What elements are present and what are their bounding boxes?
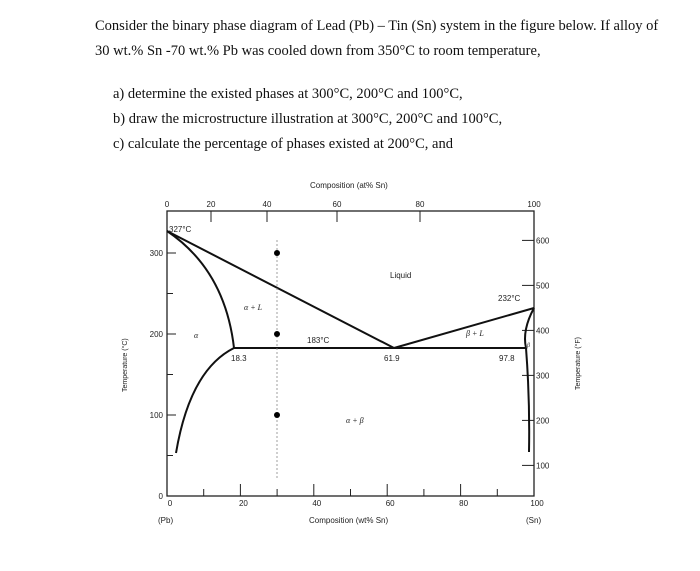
right-tick-label: 500 xyxy=(536,281,550,291)
bottom-tick-label: 100 xyxy=(530,499,544,508)
right-tick-label: 600 xyxy=(536,236,550,246)
sn-melt-label: 232°C xyxy=(498,294,521,303)
left-axis-title: Temperature (°C) xyxy=(122,338,129,392)
top-tick-label: 40 xyxy=(262,200,272,209)
liquid-label: Liquid xyxy=(390,271,412,280)
left-tick-label: 300 xyxy=(149,249,163,258)
bottom-axis-title: Composition (wt% Sn) xyxy=(309,516,389,525)
beta-solvus xyxy=(526,348,529,452)
alpha-solvus xyxy=(176,348,234,453)
point-100c xyxy=(274,412,280,418)
right-tick-label: 100 xyxy=(536,461,550,471)
beta-l-label: β + L xyxy=(466,329,484,338)
alpha-l-label: α + L xyxy=(244,303,263,312)
sn-label: (Sn) xyxy=(526,516,542,525)
point-300c xyxy=(274,250,280,256)
beta-max-label: 97.8 xyxy=(499,354,515,363)
liquidus-left xyxy=(167,231,394,348)
top-tick-label: 0 xyxy=(164,200,170,209)
bottom-tick-label: 20 xyxy=(238,499,248,508)
pb-melt-label: 327°C xyxy=(169,225,192,234)
liquidus-right xyxy=(394,308,534,348)
left-tick-label: 0 xyxy=(158,492,163,501)
alpha-beta-label: α + β xyxy=(346,416,364,425)
top-tick-label: 60 xyxy=(332,200,342,209)
alpha-max-label: 18.3 xyxy=(231,354,247,363)
top-tick-label: 80 xyxy=(415,200,425,209)
bottom-tick-label: 0 xyxy=(167,499,173,508)
bottom-tick-label: 60 xyxy=(385,499,395,508)
beta-solidus xyxy=(525,308,534,348)
pb-label: (Pb) xyxy=(158,516,174,525)
question-item-a: a) determine the existed phases at 300°C, 200°C and 100°C, xyxy=(113,86,463,102)
top-axis-title: Composition (at% Sn) xyxy=(310,181,388,190)
point-200c xyxy=(274,331,280,337)
question-item-c: c) calculate the percentage of phases existed at 200°C, and xyxy=(113,136,453,152)
question-intro: Consider the binary phase diagram of Lead (Pb) – Tin (Sn) system in the figure below. If alloy of 30 wt.% Sn -70 wt.% Pb was cooled down from 350°C to room temperature, xyxy=(95,18,659,59)
bottom-tick-label: 40 xyxy=(312,499,322,508)
eutectic-temp-label: 183°C xyxy=(307,336,330,345)
plot-frame xyxy=(167,211,534,496)
top-tick-label: 100 xyxy=(527,200,541,209)
eutectic-comp-label: 61.9 xyxy=(384,354,400,363)
right-tick-label: 200 xyxy=(536,416,550,426)
question-item-b: b) draw the microstructure illustration at 300°C, 200°C and 100°C, xyxy=(113,111,503,127)
right-tick-label: 400 xyxy=(536,326,550,336)
bottom-tick-label: 80 xyxy=(459,499,469,508)
beta-label: β xyxy=(527,343,530,349)
left-tick-label: 100 xyxy=(149,411,163,420)
alpha-label: α xyxy=(194,331,199,340)
right-tick-label: 300 xyxy=(536,371,550,381)
left-tick-label: 200 xyxy=(149,330,163,339)
top-tick-label: 20 xyxy=(206,200,216,209)
right-axis-title: Temperature (°F) xyxy=(575,337,582,390)
